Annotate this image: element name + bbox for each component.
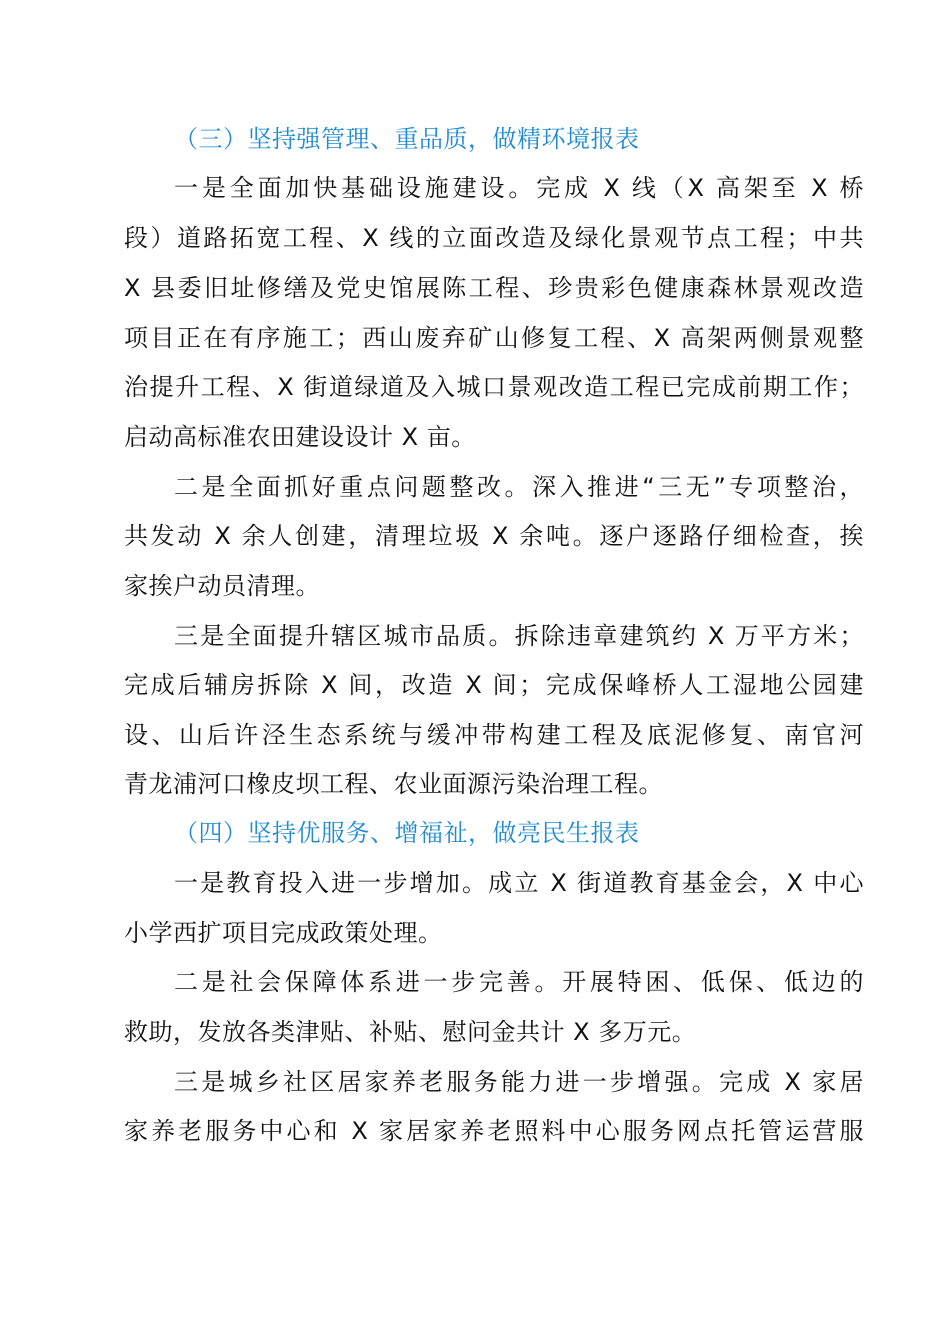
section-heading-3: （三）坚持强管理、重品质，做精环境报表 (174, 125, 640, 153)
paragraph-line: 二是社会保障体系进一步完善。开展特困、低保、低边的 (174, 968, 864, 996)
section-heading-4: （四）坚持优服务、增福祉，做亮民生报表 (174, 819, 640, 847)
paragraph-line: X 县委旧址修缮及党史馆展陈工程、珍贵彩色健康森林景观改造 (124, 274, 864, 302)
paragraph-line: 一是全面加快基础设施建设。完成 X 线（X 高架至 X 桥 (174, 174, 864, 202)
paragraph-line: 家挨户动员清理。 (124, 572, 320, 600)
paragraph-line: 三是城乡社区居家养老服务能力进一步增强。完成 X 家居 (174, 1068, 864, 1096)
paragraph-line: 小学西扩项目完成政策处理。 (124, 919, 443, 947)
paragraph-line: 启动高标准农田建设设计 X 亩。 (124, 423, 476, 451)
paragraph-line: 完成后辅房拆除 X 间，改造 X 间；完成保峰桥人工湿地公园建 (124, 671, 864, 699)
paragraph-line: 治提升工程、X 街道绿道及入城口景观改造工程已完成前期工作； (124, 373, 864, 401)
paragraph-line: 设、山后许泾生态系统与缓冲带构建工程及底泥修复、南官河 (124, 721, 864, 749)
paragraph-line: 二是全面抓好重点问题整改。深入推进“三无”专项整治， (174, 473, 864, 501)
paragraph-line: 家养老服务中心和 X 家居家养老照料中心服务网点托管运营服 (124, 1117, 864, 1145)
paragraph-line: 救助，发放各类津贴、补贴、慰问金共计 X 多万元。 (124, 1018, 697, 1046)
paragraph-line: 段）道路拓宽工程、X 线的立面改造及绿化景观节点工程；中共 (124, 224, 864, 252)
paragraph-line: 一是教育投入进一步增加。成立 X 街道教育基金会，X 中心 (174, 869, 864, 897)
paragraph-line: 项目正在有序施工；西山废弃矿山修复工程、X 高架两侧景观整 (124, 324, 864, 352)
paragraph-line: 三是全面提升辖区城市品质。拆除违章建筑约 X 万平方米； (174, 622, 864, 650)
paragraph-line: 青龙浦河口橡皮坝工程、农业面源污染治理工程。 (124, 770, 663, 798)
paragraph-line: 共发动 X 余人创建，清理垃圾 X 余吨。逐户逐路仔细检查，挨 (124, 522, 864, 550)
